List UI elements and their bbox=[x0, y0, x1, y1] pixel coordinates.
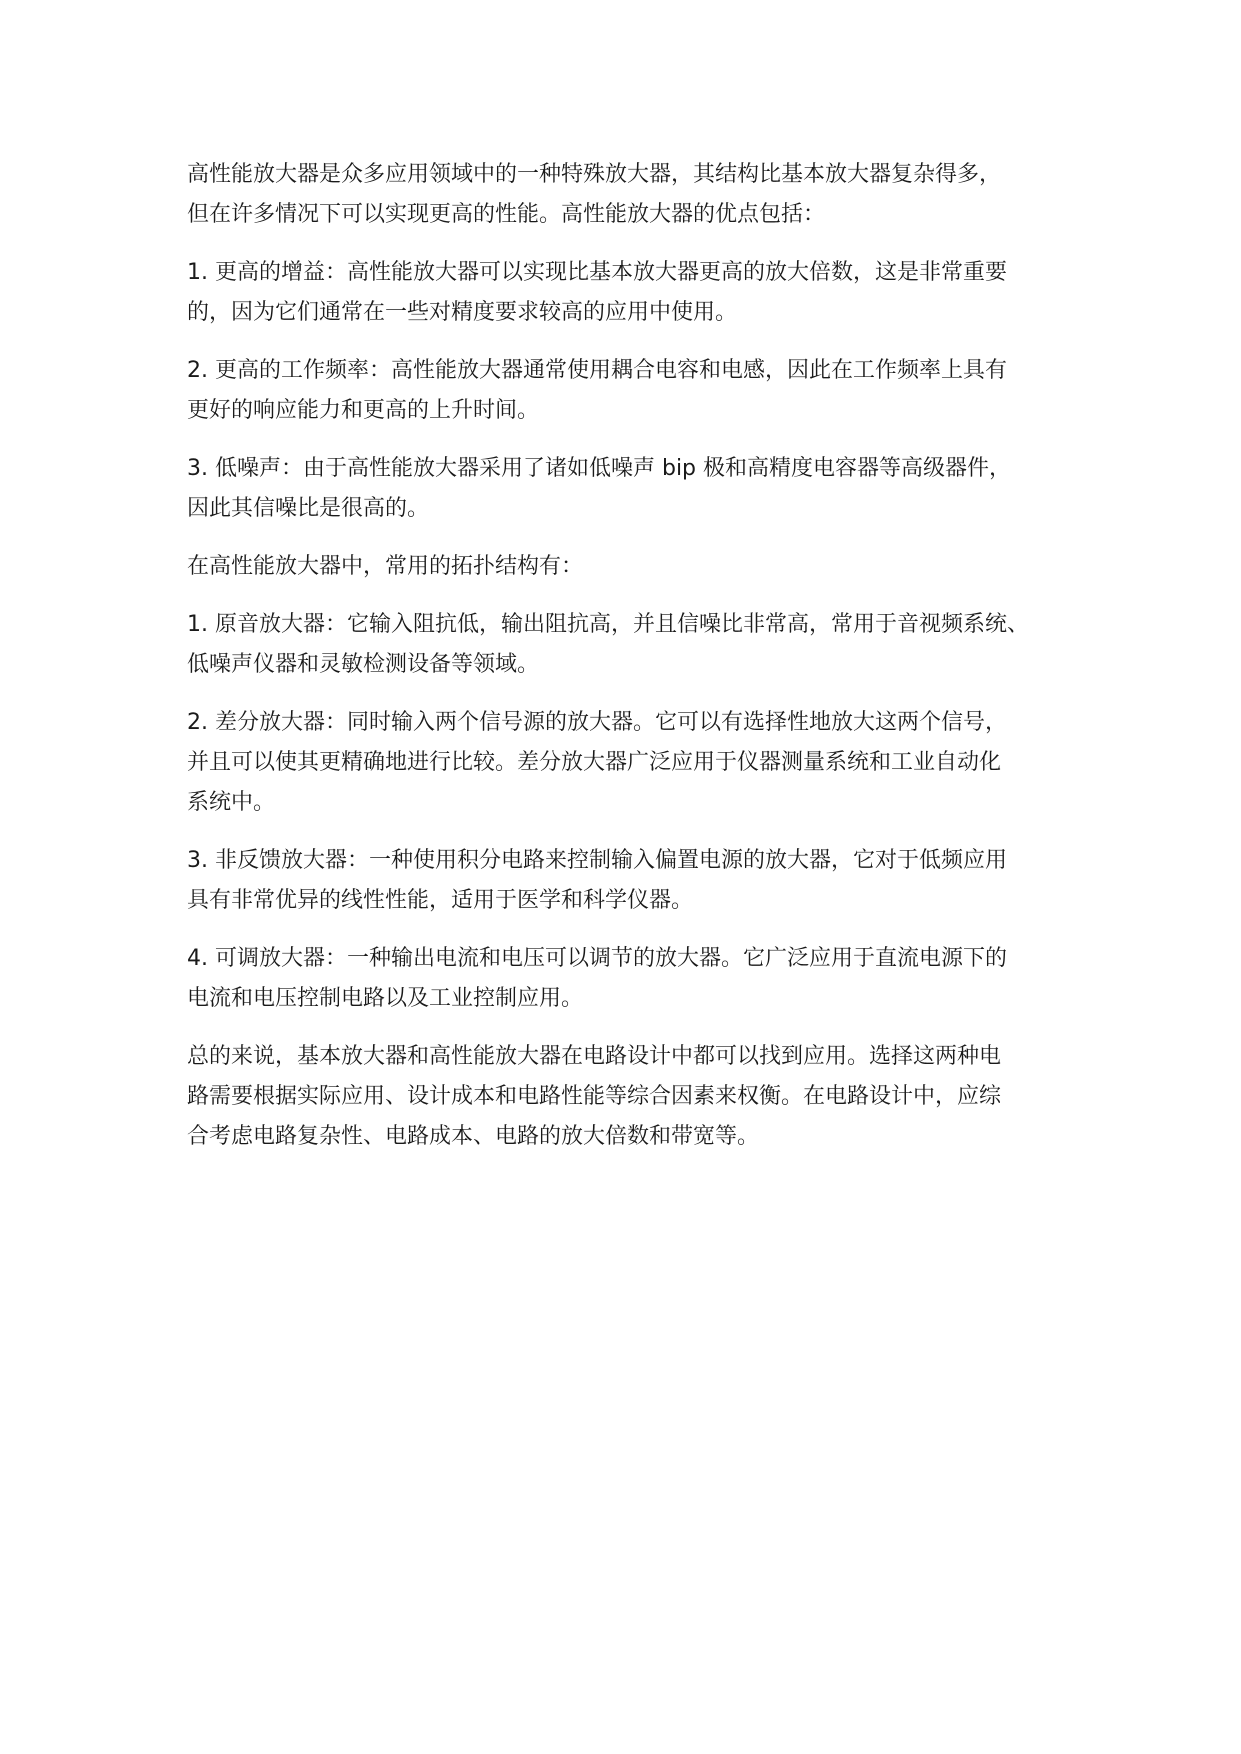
text-line: 在高性能放大器中，常用的拓扑结构有： bbox=[187, 554, 584, 579]
text-line: 4. 可调放大器：一种输出电流和电压可以调节的放大器。它广泛应用于直流电源下的 bbox=[187, 946, 1007, 971]
text-line: 但在许多情况下可以实现更高的性能。高性能放大器的优点包括： bbox=[187, 202, 826, 227]
text-line: 3. 非反馈放大器：一种使用积分电路来控制输入偏置电源的放大器，它对于低频应用 bbox=[187, 848, 1007, 873]
text-line: 因此其信噪比是很高的。 bbox=[187, 496, 430, 521]
text-line: 更好的响应能力和更高的上升时间。 bbox=[187, 398, 540, 423]
text-line: 系统中。 bbox=[187, 790, 276, 815]
text-line: 并且可以使其更精确地进行比较。差分放大器广泛应用于仪器测量系统和工业自动化 bbox=[187, 750, 1002, 775]
text-line: 高性能放大器是众多应用领域中的一种特殊放大器，其结构比基本放大器复杂得多， bbox=[187, 162, 1002, 187]
advantage-item-gain bbox=[187, 253, 1067, 333]
topology-intro-paragraph bbox=[187, 547, 1067, 587]
text-line: 电流和电压控制电路以及工业控制应用。 bbox=[187, 986, 584, 1011]
topology-item-original bbox=[187, 605, 1067, 685]
text-line: 低噪声仪器和灵敏检测设备等领域。 bbox=[187, 652, 540, 677]
text-line: 1. 原音放大器：它输入阻抗低，输出阻抗高，并且信噪比非常高，常用于音视频系统、 bbox=[187, 612, 1029, 637]
text-line: 合考虑电路复杂性、电路成本、电路的放大倍数和带宽等。 bbox=[187, 1124, 760, 1149]
text-line: 总的来说，基本放大器和高性能放大器在电路设计中都可以找到应用。选择这两种电 bbox=[187, 1044, 1002, 1069]
intro-paragraph bbox=[187, 155, 1067, 235]
text-line: 2. 差分放大器：同时输入两个信号源的放大器。它可以有选择性地放大这两个信号， bbox=[187, 710, 1007, 735]
text-line: 2. 更高的工作频率：高性能放大器通常使用耦合电容和电感，因此在工作频率上具有 bbox=[187, 358, 1007, 383]
text-line: 的，因为它们通常在一些对精度要求较高的应用中使用。 bbox=[187, 300, 738, 325]
text-line: 具有非常优异的线性性能，适用于医学和科学仪器。 bbox=[187, 888, 694, 913]
topology-item-differential bbox=[187, 703, 1067, 823]
summary-paragraph bbox=[187, 1037, 1067, 1157]
text-line: 路需要根据实际应用、设计成本和电路性能等综合因素来权衡。在电路设计中，应综 bbox=[187, 1084, 1002, 1109]
document-body bbox=[187, 155, 1067, 1175]
topology-item-nonfeedback bbox=[187, 841, 1067, 921]
advantage-item-noise bbox=[187, 449, 1067, 529]
advantage-item-frequency bbox=[187, 351, 1067, 431]
text-line: 1. 更高的增益：高性能放大器可以实现比基本放大器更高的放大倍数，这是非常重要 bbox=[187, 260, 1007, 285]
topology-item-adjustable bbox=[187, 939, 1067, 1019]
text-line: 3. 低噪声：由于高性能放大器采用了诸如低噪声 bip 极和高精度电容器等高级器件， bbox=[187, 456, 1012, 481]
